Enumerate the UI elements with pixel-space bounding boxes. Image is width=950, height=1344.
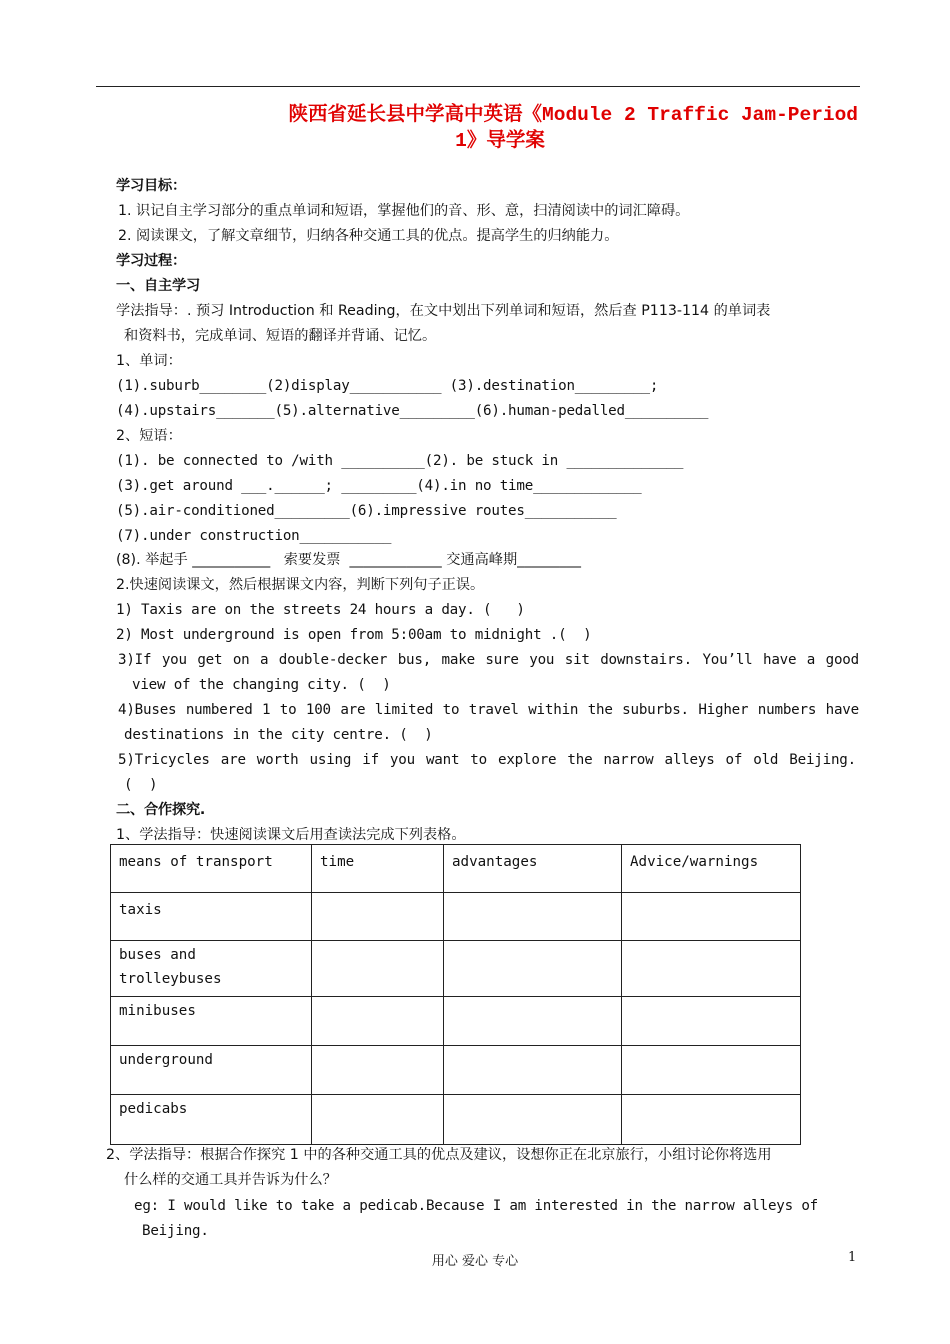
transport-table [110, 844, 801, 1145]
goals-heading: 学习目标： [116, 178, 186, 194]
table-cell [312, 941, 444, 997]
table-cell [444, 997, 622, 1046]
tf-item-3-line2: view of the changing city. ( ) [132, 677, 391, 693]
part1-guide-line1: 学法指导：. 预习 Introduction 和 Reading，在文中划出下列单词和短语，然后查 P113-114 的单词表 [116, 303, 771, 319]
phrases-line-2: (3).get around ___.______; _________(4).in no time_____________ [116, 478, 642, 494]
table-header-cell: Advice/warnings [622, 845, 801, 893]
table-row [111, 893, 801, 941]
table-cell [312, 893, 444, 941]
table-cell [622, 1046, 801, 1095]
table-row [111, 941, 801, 997]
table-row-label: minibuses [111, 997, 312, 1046]
table-header-cell: advantages [444, 845, 622, 893]
header-rule [96, 86, 860, 87]
tf-item-4-line2: destinations in the city centre. ( ) [124, 727, 433, 743]
table-cell [622, 1095, 801, 1145]
words-line-2: (4).upstairs_______(5).alternative_________(6).human-pedalled__________ [116, 403, 709, 419]
goal-item-1: 1. 识记自主学习部分的重点单词和短语，掌握他们的音、形、意，扫清阅读中的词汇障碍。 [118, 203, 690, 219]
part2-guide-1: 1、学法指导：快速阅读课文后用查读法完成下列表格。 [116, 827, 466, 843]
page-footer: 用心 爱心 专心 [431, 1254, 519, 1269]
tf-item-4-line1: 4)Buses numbered 1 to 100 are limited to travel within the suburbs. Higher numbers have [118, 702, 859, 718]
table-row-label: taxis [111, 893, 312, 941]
table-cell [444, 1046, 622, 1095]
words-line-1: (1).suburb________(2)display___________ (3).destination_________; [116, 378, 659, 394]
table-row [111, 997, 801, 1046]
phrases-heading: 2、短语： [116, 428, 182, 444]
table-row [111, 1046, 801, 1095]
tf-item-5-line1: 5)Tricycles are worth using if you want to explore the narrow alleys of old Beijing. [118, 752, 856, 768]
table-cell [312, 997, 444, 1046]
phrases-line-1: (1). be connected to /with __________(2). be stuck in ______________ [116, 453, 684, 469]
table-cell [622, 997, 801, 1046]
reading-heading: 2.快速阅读课文，然后根据课文内容，判断下列句子正误。 [116, 577, 485, 593]
words-heading: 1、单词： [116, 353, 182, 369]
document-title-line1: 陕西省延长县中学高中英语《Module 2 Traffic Jam-Period [288, 104, 858, 126]
table-cell [444, 941, 622, 997]
part1-guide-line2: 和资料书，完成单词、短语的翻译并背诵、记忆。 [124, 328, 437, 344]
part2-heading: 二、合作探究. [116, 802, 206, 818]
tf-item-2: 2) Most underground is open from 5:00am to midnight .( ) [116, 627, 592, 643]
table-header-cell: time [312, 845, 444, 893]
document-title-line2: 1》导学案 [455, 130, 545, 152]
table-header-row [111, 845, 801, 893]
tf-item-5-line2: ( ) [124, 777, 158, 793]
tf-item-1: 1) Taxis are on the streets 24 hours a day. ( ) [116, 602, 525, 618]
page-number: 1 [848, 1250, 857, 1265]
table-cell [312, 1046, 444, 1095]
part2-guide-2-line1: 2、学法指导：根据合作探究 1 中的各种交通工具的优点及建议，设想你正在北京旅行，小组讨论你将选用 [106, 1147, 772, 1163]
tf-item-3-line1: 3)If you get on a double-decker bus, make sure you sit downstairs. You’ll have a good [118, 652, 859, 668]
phrases-line-4: (7).under construction___________ [116, 528, 392, 544]
table-row-label: buses and trolleybuses [111, 941, 312, 997]
process-heading: 学习过程： [116, 253, 186, 269]
table-row-label: underground [111, 1046, 312, 1095]
part1-heading: 一、自主学习 [116, 278, 200, 294]
table-cell [444, 1095, 622, 1145]
example-line2: Beijing. [142, 1223, 209, 1239]
table-cell [444, 893, 622, 941]
table-header-cell: means of transport [111, 845, 312, 893]
table-row-label: pedicabs [111, 1095, 312, 1145]
table-cell [622, 893, 801, 941]
phrases-line-3: (5).air-conditioned_________(6).impressive routes___________ [116, 503, 617, 519]
table-row [111, 1095, 801, 1145]
example-line1: eg: I would like to take a pedicab.Because I am interested in the narrow alleys of [134, 1198, 819, 1214]
goal-item-2: 2. 阅读课文，了解文章细节，归纳各种交通工具的优点。提高学生的归纳能力。 [118, 228, 619, 244]
phrases-line-5: (8). 举起手 ___________ 索要发票 _____________ 交通高峰期_________ [116, 552, 582, 568]
table-cell [622, 941, 801, 997]
table-cell [312, 1095, 444, 1145]
part2-guide-2-line2: 什么样的交通工具并告诉为什么？ [124, 1172, 337, 1188]
